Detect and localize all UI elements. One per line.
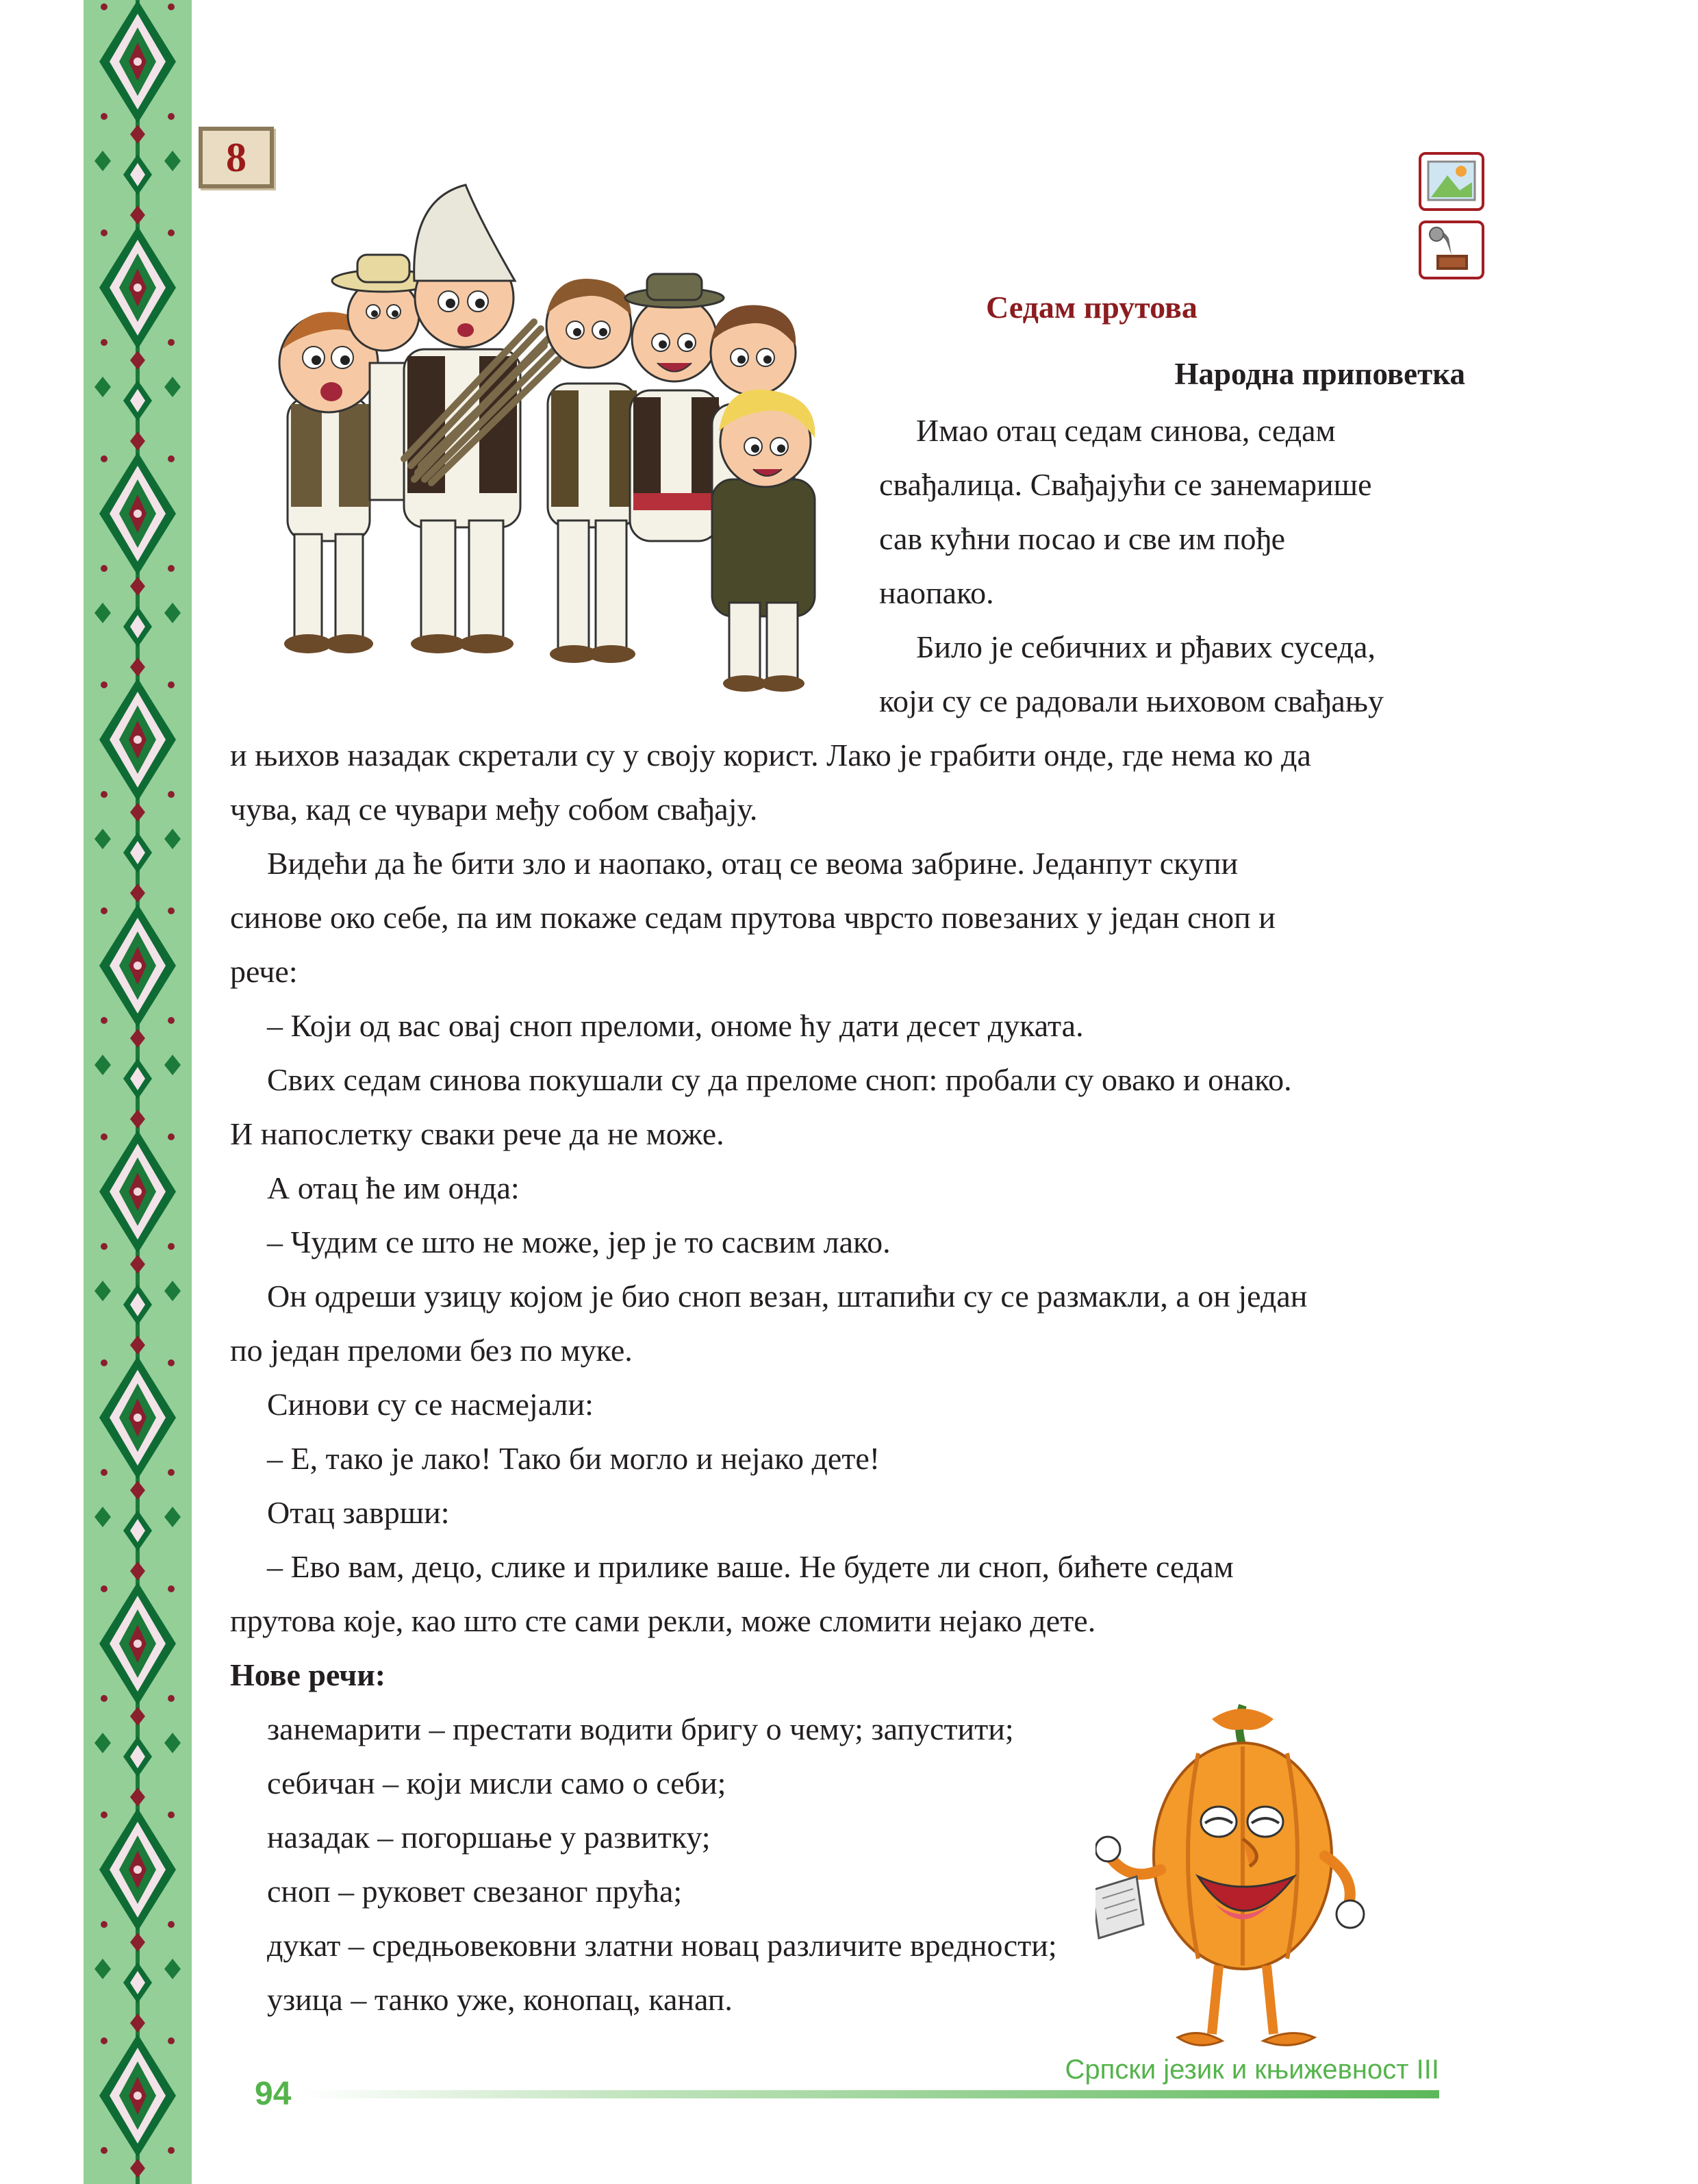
decorative-border [84,0,192,2184]
story-line: који су се радовали њиховом свађању [879,683,1384,718]
glossary-heading: Нове речи: [230,1657,386,1692]
story-line: наопако. [879,575,994,610]
footer-book-title: Српски језик и књижевност III [1065,2055,1439,2085]
story-line: чува, кад се чувари међу собом свађају. [230,792,758,827]
glossary-item: узица – танко уже, конопац, канап. [267,1982,733,2017]
glossary-item: назадак – погоршање у развитку; [267,1820,711,1855]
story-line: Он одреши узицу којом је био сноп везан, штапићи су се размакли, а он један [267,1279,1308,1314]
story-line: Имао отац седам синова, седам [916,413,1336,448]
story-line: А отац ће им онда: [267,1170,520,1205]
gramophone-icon[interactable] [1419,221,1484,279]
story-line: – Чудим се што не може, јер је то сасвим лако. [267,1225,891,1259]
story-line: Било је себичних и рђавих суседа, [916,629,1376,664]
glossary-item: занемарити – престати водити бригу о чему; запустити; [267,1711,1014,1746]
story-line: по један преломи без по муке. [230,1333,633,1368]
story-line: Отац заврши: [267,1495,450,1530]
story-line: Свих седам синова покушали су да преломе сноп: пробали су овако и онако. [267,1062,1292,1097]
story-line: – Е, тако је лако! Тако би могло и нејако дете! [267,1441,880,1476]
story-line: прутова које, као што сте сами рекли, може сломити нејако дете. [230,1603,1096,1638]
story-line: Видећи да ће бити зло и наопако, отац се веома забрине. Једанпут скупи [267,846,1239,881]
glossary-item: себичан – који мисли само о себи; [267,1766,726,1800]
story-line: сав кућни посао и све им пође [879,521,1286,556]
story-line: и њихов назадак скретали су у своју корист. Лако је грабити онде, где нема ко да [230,738,1311,773]
story-title: Седам прутова [986,290,1198,325]
story-line: Синови су се насмејали: [267,1387,594,1422]
story-subtitle: Народна приповетка [1174,357,1465,391]
page-number: 94 [255,2076,292,2112]
story-line: синове око себе, па им покаже седам прутова чврсто повезаних у један сноп и [230,900,1276,935]
folk-pattern-icon [84,0,192,2184]
story-line: – Ево вам, децо, слике и прилике ваше. Не будете ли сноп, бићете седам [267,1549,1234,1584]
seven-sons-illustration [274,178,849,705]
glossary-item: сноп – руковет свезаног прућа; [267,1874,683,1909]
picture-icon[interactable] [1419,152,1484,211]
story-line: рече: [230,954,298,989]
story-line: свађалица. Свађајући се занемарише [879,467,1372,502]
lesson-number-badge: 8 [199,127,274,188]
story-line: – Који од вас овај сноп преломи, ономе ћу дати десет дуката. [267,1008,1084,1043]
pumpkin-mascot-illustration [1095,1698,1383,2082]
glossary-item: дукат – средњовековни златни новац различите вредности; [267,1928,1057,1963]
footer-divider [301,2090,1439,2098]
story-line: И напослетку сваки рече да не може. [230,1116,724,1151]
